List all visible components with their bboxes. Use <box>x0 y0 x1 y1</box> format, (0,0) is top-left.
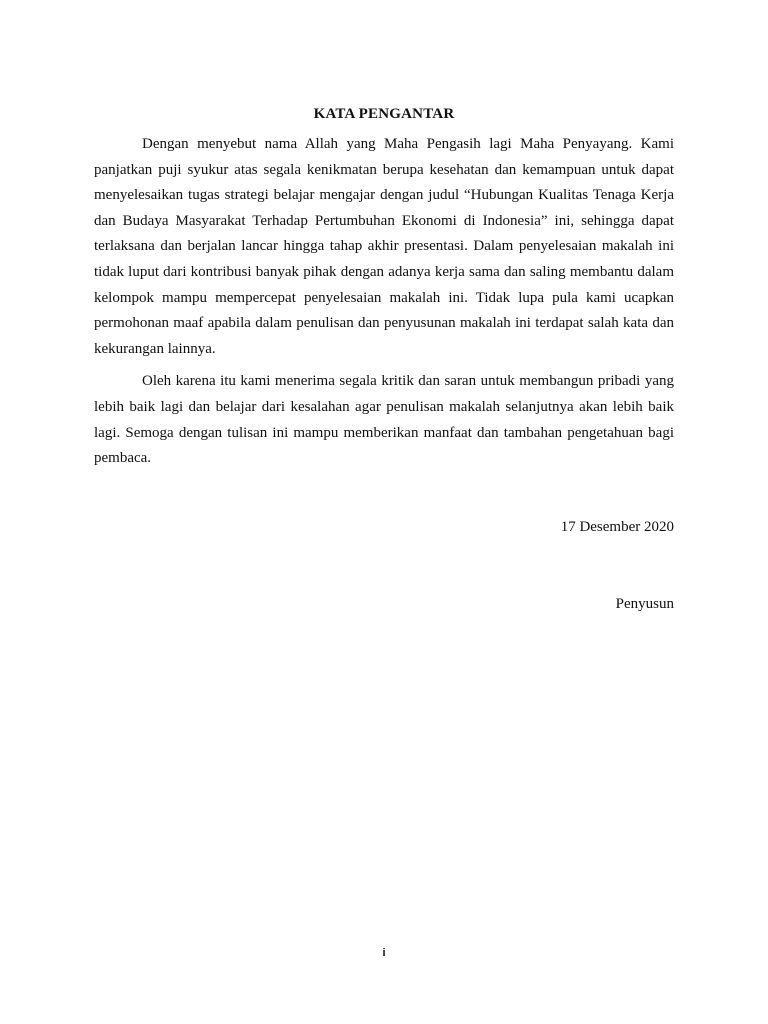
date-line: 17 Desember 2020 <box>560 519 674 535</box>
page-title: KATA PENGANTAR <box>313 106 455 122</box>
signer-line: Penyusun <box>615 596 674 612</box>
page-number: i <box>382 947 386 959</box>
paragraph-1: Dengan menyebut nama Allah yang Maha Pengasih lagi Maha Penyayang. Kami panjatkan puji syukur atas segala kenikmatan berupa kesehatan dan kemampuan untuk dapat menyelesaikan tugas strategi belajar mengajar dengan judul “Hubungan Kualitas Tenaga Kerja dan Budaya Masyarakat Terhadap Pertumbuhan Ekonomi di Indonesia” ini, sehingga dapat terlaksana dan berjalan lancar hingga tahap akhir presentasi. Dalam penyelesaian makalah ini tidak luput dari kontribusi banyak pihak dengan adanya kerja sama dan saling membantu dalam kelompok mampu mempercepat penyelesaian makalah ini. Tidak lupa pula kami ucapkan permohonan maaf apabila dalam penulisan dan penyusunan makalah ini terdapat salah kata dan kekurangan lainnya. <box>94 136 674 357</box>
body-text <box>94 132 674 472</box>
paragraph-2: Oleh karena itu kami menerima segala kritik dan saran untuk membangun pribadi yang lebih baik lagi dan belajar dari kesalahan agar penulisan makalah selanjutnya akan lebih baik lagi. Semoga dengan tulisan ini mampu memberikan manfaat dan tambahan pengetahuan bagi pembaca. <box>94 373 674 467</box>
